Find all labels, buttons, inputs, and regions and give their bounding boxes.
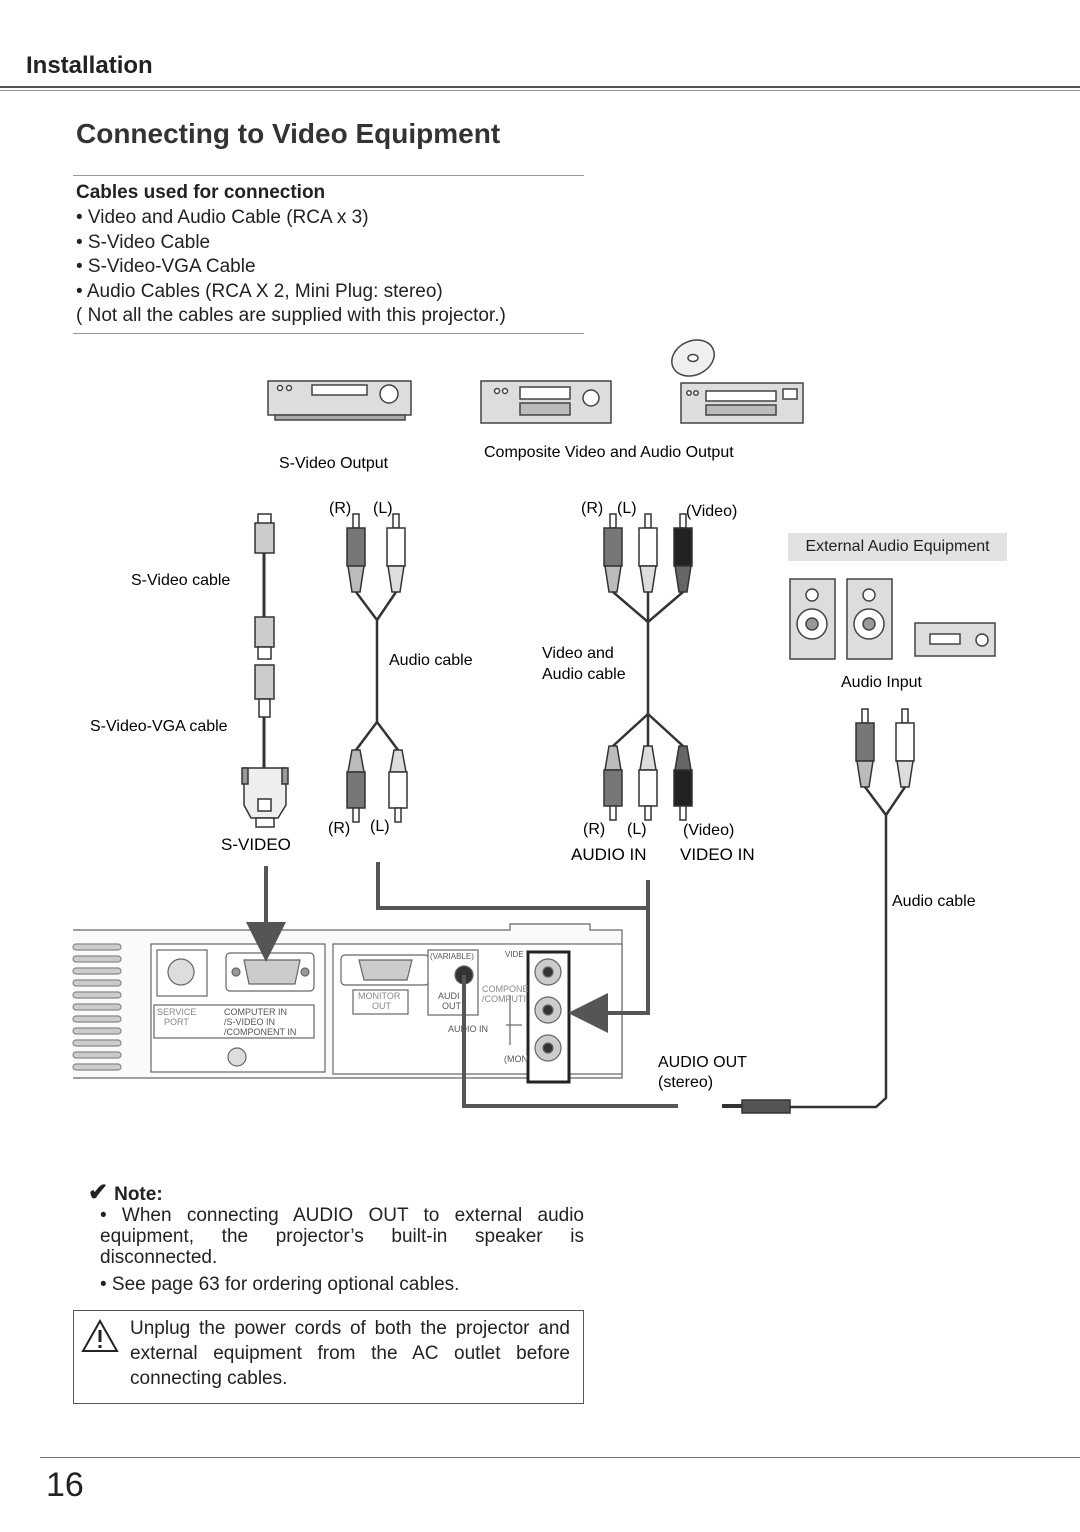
svideo-player-device bbox=[268, 381, 411, 420]
external-audio-label: External Audio Equipment bbox=[788, 533, 1007, 561]
section-title: Installation bbox=[26, 52, 153, 79]
computer-in-label: /S-VIDEO IN bbox=[224, 1017, 276, 1027]
component-label: COMPONE bbox=[482, 984, 529, 994]
video-audio-cable-label: Video and bbox=[542, 645, 614, 662]
warning-text: Unplug the power cords of both the projector and external equipment from the AC outlet before connecting cables. bbox=[130, 1318, 570, 1389]
mono-label: (MON bbox=[504, 1054, 528, 1064]
svideo-cable bbox=[242, 514, 288, 827]
note-heading bbox=[88, 1178, 163, 1207]
audio-in-label: AUDIO IN bbox=[571, 845, 647, 864]
component-label: /COMPUTI bbox=[482, 994, 526, 1004]
cables-heading: Cables used for connection bbox=[76, 182, 326, 203]
dvd-player-device bbox=[666, 333, 803, 423]
composite-output-label: Composite Video and Audio Output bbox=[484, 444, 734, 461]
cable-item: • Audio Cables (RCA X 2, Mini Plug: stereo) bbox=[76, 281, 443, 302]
video-audio-cable-label: Audio cable bbox=[542, 666, 626, 683]
l-label: (L) bbox=[373, 500, 393, 517]
monitor-out-label: OUT bbox=[372, 1001, 391, 1011]
l-label: (L) bbox=[627, 821, 647, 838]
video-panel-label: VIDE bbox=[505, 950, 524, 959]
projector-back-panel bbox=[73, 924, 622, 1082]
r-label: (R) bbox=[581, 500, 604, 517]
stereo-label: (stereo) bbox=[658, 1074, 714, 1091]
audio-out-panel-label: AUDI bbox=[438, 991, 460, 1001]
video-in-label: VIDEO IN bbox=[680, 845, 755, 864]
audio-input-label: Audio Input bbox=[841, 674, 922, 691]
svideo-vga-cable-label: S-Video-VGA cable bbox=[90, 718, 228, 735]
speakers-and-amp bbox=[790, 579, 995, 659]
note-item: • See page 63 for ordering optional cables. bbox=[100, 1274, 460, 1295]
audio-in-panel-label: AUDIO IN bbox=[448, 1024, 489, 1034]
cable-item: • S-Video-VGA Cable bbox=[76, 256, 256, 277]
r-label: (R) bbox=[329, 500, 352, 517]
svideo-port-label: S-VIDEO bbox=[221, 835, 291, 854]
svideo-cable-label: S-Video cable bbox=[131, 572, 231, 589]
footer-rule bbox=[40, 1457, 1080, 1458]
audio-out-label: AUDIO OUT bbox=[658, 1054, 747, 1071]
audio-out-panel-label: OUT bbox=[442, 1001, 461, 1011]
cable-item: • Video and Audio Cable (RCA x 3) bbox=[76, 207, 369, 228]
right-audio-cable bbox=[722, 709, 914, 1113]
computer-in-label: COMPUTER IN bbox=[224, 1007, 287, 1017]
vcr-device bbox=[481, 381, 611, 423]
checkmark-icon: ✔ bbox=[88, 1179, 109, 1206]
r-label: (R) bbox=[583, 821, 606, 838]
computer-in-label: /COMPONENT IN bbox=[224, 1027, 297, 1037]
note-heading-text: Note: bbox=[114, 1184, 163, 1205]
video-label: (Video) bbox=[686, 503, 738, 520]
variable-label: (VARIABLE) bbox=[430, 952, 474, 961]
note-item: • When connecting AUDIO OUT to external audio equipment, the projector’s built-in speaker is disconnected. bbox=[100, 1205, 584, 1268]
warning-icon bbox=[80, 1318, 120, 1354]
audio-cable-label: Audio cable bbox=[389, 652, 473, 669]
r-label: (R) bbox=[328, 820, 351, 837]
service-port-label: SERVICE bbox=[157, 1007, 197, 1017]
svideo-output-label: S-Video Output bbox=[279, 455, 389, 472]
video-label: (Video) bbox=[683, 822, 735, 839]
cables-footnote: ( Not all the cables are supplied with this projector.) bbox=[76, 305, 506, 326]
cable-item: • S-Video Cable bbox=[76, 232, 211, 253]
l-label: (L) bbox=[617, 500, 637, 517]
page-title: Connecting to Video Equipment bbox=[76, 118, 501, 149]
monitor-out-label: MONITOR bbox=[358, 991, 401, 1001]
page-number: 16 bbox=[46, 1466, 84, 1504]
service-port-label: PORT bbox=[164, 1017, 189, 1027]
l-label: (L) bbox=[370, 818, 390, 835]
audio-cable-right-label: Audio cable bbox=[892, 893, 976, 910]
